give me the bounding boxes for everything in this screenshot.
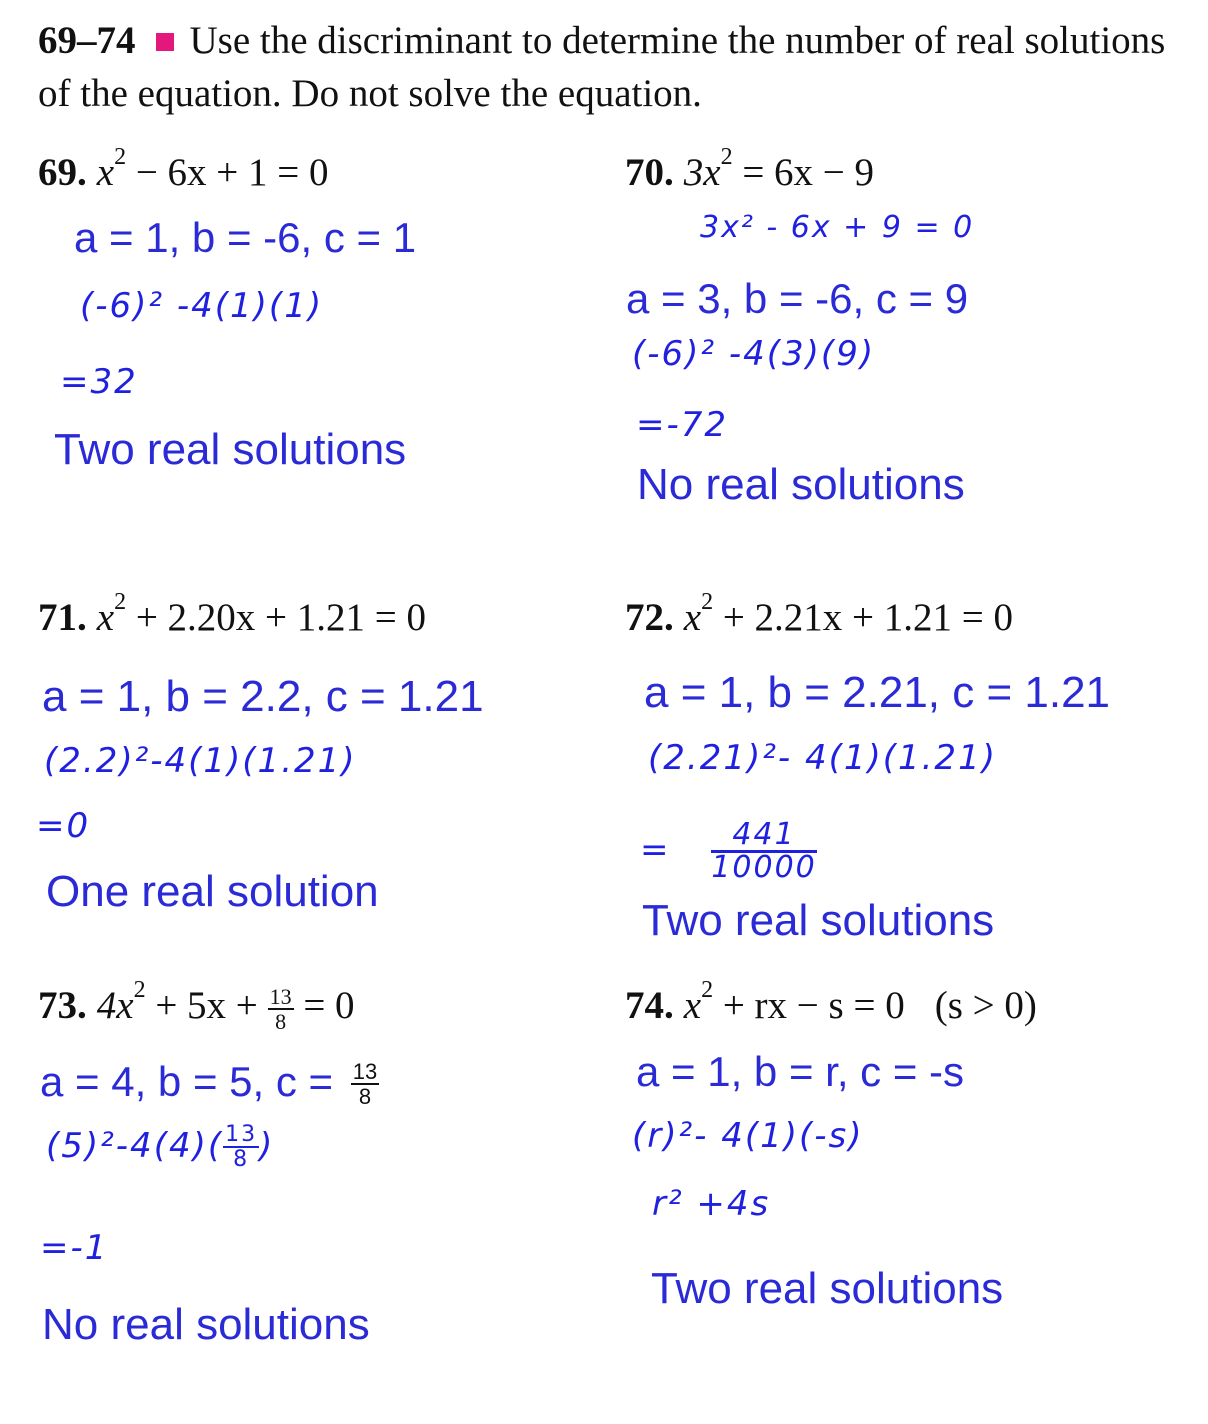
problem-number: 73.	[38, 984, 87, 1027]
problem-70-work-line-2: =-72	[636, 405, 729, 445]
bullet-square-icon	[156, 33, 174, 51]
eq-rest: + 2.21x + 1.21 = 0	[713, 596, 1014, 639]
work-fraction	[223, 1124, 259, 1171]
instruction-text: Use the discriminant to determine the number of real solutions of the equation. Do not solve the equation.	[38, 19, 1166, 115]
fraction-numerator: 13	[225, 1122, 258, 1147]
problem-73-statement	[38, 977, 355, 1034]
problem-72-answer: Two real solutions	[642, 896, 995, 945]
eq-rest: = 6x − 9	[732, 151, 875, 194]
problem-69-statement	[38, 144, 329, 195]
equals-sign: =	[640, 830, 671, 870]
problem-69-work-line-1: (-6)² -4(1)(1)	[80, 286, 324, 326]
eq-rest: + 5x +	[145, 984, 268, 1027]
eq-exponent: 2	[114, 589, 127, 615]
fraction-numerator: 13	[352, 1059, 378, 1085]
fraction-numerator: 13	[269, 983, 292, 1009]
instructions-header	[38, 14, 1188, 120]
problem-number: 70.	[625, 151, 674, 194]
problem-74-coefficients: a = 1, b = r, c = -s	[636, 1048, 965, 1095]
coeff-fraction	[351, 1061, 379, 1108]
eq-rest: + 2.20x + 1.21 = 0	[126, 596, 427, 639]
fraction-denominator: 8	[223, 1146, 259, 1171]
fraction-denominator: 8	[268, 1008, 294, 1033]
eq-exponent: 2	[133, 977, 146, 1003]
problem-71-coefficients: a = 1, b = 2.2, c = 1.21	[42, 672, 484, 721]
problem-69-coefficients: a = 1, b = -6, c = 1	[74, 214, 417, 261]
eq-term: x	[683, 984, 702, 1027]
problem-70-rearranged: 3x² - 6x + 9 = 0	[700, 210, 975, 245]
problem-72-coefficients: a = 1, b = 2.21, c = 1.21	[644, 668, 1111, 717]
eq-condition: (s > 0)	[934, 984, 1037, 1027]
fraction-numerator: 441	[732, 817, 796, 852]
problem-number: 72.	[625, 596, 674, 639]
eq-term: 3x	[683, 151, 721, 194]
problem-73-answer: No real solutions	[42, 1300, 370, 1349]
result-fraction	[711, 817, 817, 885]
eq-term: 4x	[96, 984, 134, 1027]
problem-74-statement	[625, 977, 1037, 1028]
fraction-denominator: 10000	[711, 850, 817, 885]
problem-70-statement	[625, 144, 875, 195]
problem-73-work-line-1	[46, 1124, 274, 1171]
problem-number: 69.	[38, 151, 87, 194]
problem-71-answer: One real solution	[46, 867, 379, 916]
work-text: (5)²-4(4)(	[46, 1126, 224, 1166]
eq-exponent: 2	[720, 144, 733, 170]
problem-number: 74.	[625, 984, 674, 1027]
fraction-denominator: 8	[351, 1083, 379, 1108]
problem-70-coefficients: a = 3, b = -6, c = 9	[626, 275, 969, 322]
eq-term: x	[96, 151, 115, 194]
problem-71-work-line-1: (2.2)²-4(1)(1.21)	[44, 741, 357, 781]
eq-term: x	[683, 596, 702, 639]
problem-69-answer: Two real solutions	[54, 425, 407, 474]
work-close: )	[259, 1126, 275, 1166]
eq-rest: + rx − s = 0	[713, 984, 905, 1027]
problem-70-work-line-1: (-6)² -4(3)(9)	[632, 334, 876, 374]
eq-rest: − 6x + 1 = 0	[126, 151, 329, 194]
problem-74-work-line-2: r² +4s	[652, 1184, 771, 1224]
problem-70-answer: No real solutions	[637, 460, 965, 509]
problem-72-statement	[625, 589, 1014, 640]
eq-exponent: 2	[701, 977, 714, 1003]
problem-72-result	[640, 817, 817, 885]
eq-exponent: 2	[114, 144, 127, 170]
problem-74-work-line-1: (r)²- 4(1)(-s)	[632, 1116, 864, 1156]
problem-71-statement	[38, 589, 427, 640]
eq-exponent: 2	[701, 589, 714, 615]
problem-number: 71.	[38, 596, 87, 639]
coeff-text: a = 4, b = 5, c =	[40, 1058, 345, 1105]
problem-74-answer: Two real solutions	[651, 1264, 1004, 1313]
eq-fraction	[268, 983, 294, 1034]
eq-term: x	[96, 596, 115, 639]
problem-range: 69–74	[38, 19, 136, 62]
problem-71-work-line-2: =0	[36, 806, 91, 846]
problem-69-work-line-2: =32	[60, 362, 138, 402]
problem-73-coefficients	[40, 1058, 379, 1108]
problem-72-work-line-1: (2.21)²- 4(1)(1.21)	[648, 738, 997, 778]
eq-tail: = 0	[293, 984, 355, 1027]
problem-73-work-line-2: =-1	[40, 1228, 109, 1268]
